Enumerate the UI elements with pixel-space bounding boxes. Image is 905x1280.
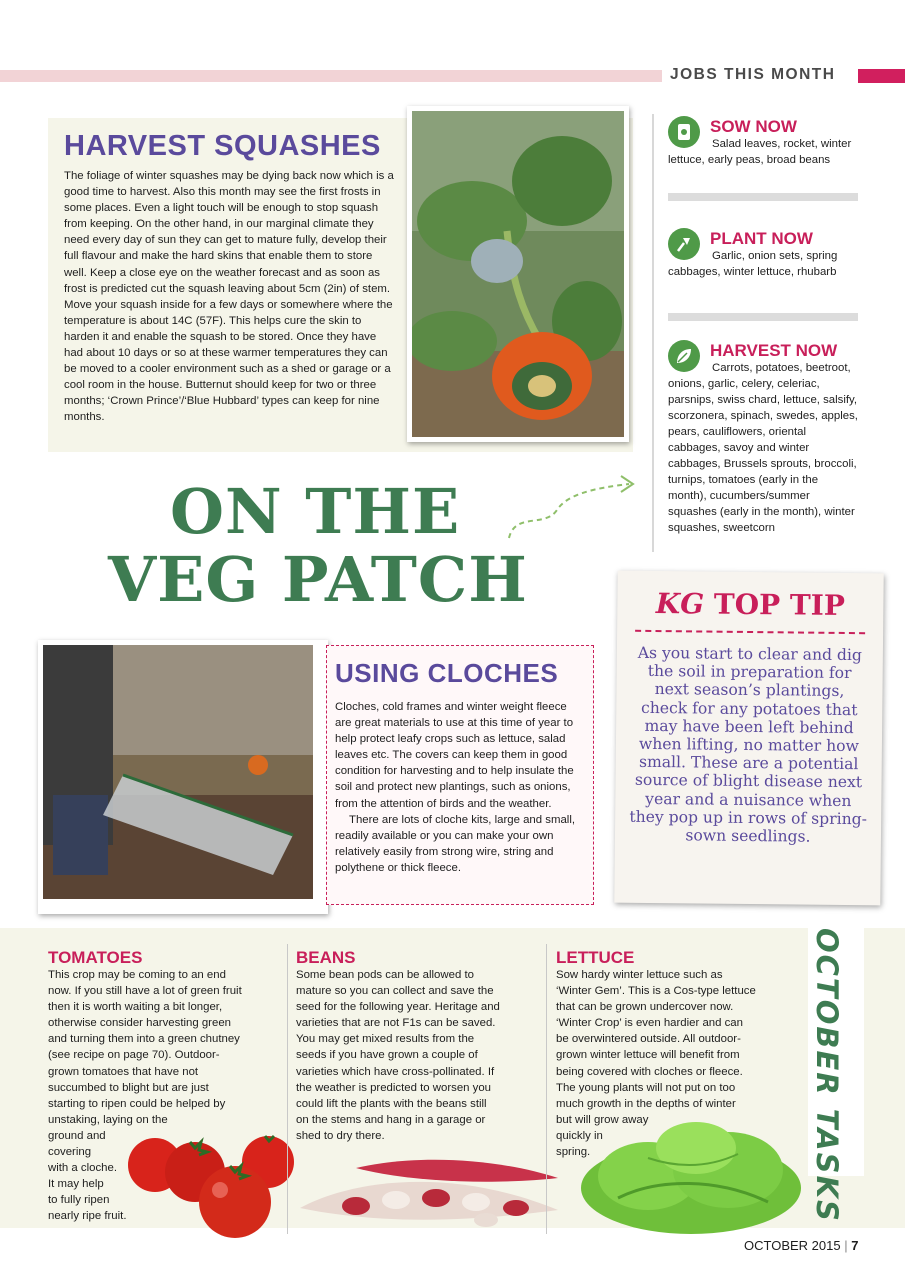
text-line: with a cloche. — [48, 1162, 118, 1175]
text-line: be overwintered outside. All outdoor- — [556, 1033, 741, 1046]
top-tip-card — [614, 571, 883, 906]
text-line: This crop may be coming to an end — [48, 969, 226, 981]
title-line-2: VEG PATCH — [108, 543, 528, 616]
text-line: Sow hardy winter lettuce such as — [556, 969, 723, 981]
text-line: (see recipe on page 70). Outdoor- — [48, 1049, 220, 1062]
text-line: but will grow away — [556, 1113, 649, 1126]
top-tip-body: As you start to clear and dig the soil in preparation for next season’s plantings, check for any potatoes that may have been left behind when lifting, no matter how small. These are a potential source of blight disease next year and a nuisance when they pop up in rows of spring-sown seedlings. — [629, 643, 868, 846]
cloche-paragraph-2: There are lots of cloche kits, large and small, readily available or you can make your own relatively easily from strong wire, string and polythene or thick fleece. — [335, 813, 576, 874]
text-line: mature so you can collect and save the — [296, 985, 494, 998]
cloche-photo — [38, 640, 328, 914]
cloche-title: USING CLOCHES — [335, 658, 559, 688]
beans-image — [296, 1148, 566, 1228]
text-line: could lift the plants with the beans still — [296, 1097, 487, 1110]
lettuce-image — [578, 1118, 804, 1236]
text-line: It may help — [48, 1178, 104, 1191]
squash-photo — [407, 106, 629, 442]
cloche-body — [335, 699, 580, 876]
text-line: nearly ripe fruit. — [48, 1210, 127, 1223]
top-tip-rule — [635, 630, 865, 634]
issue-date: OCTOBER 2015 — [744, 1238, 841, 1253]
header-accent — [858, 69, 905, 83]
footer-divider: | — [844, 1238, 848, 1253]
tasks-label: OCTOBER TASKS — [810, 928, 844, 1223]
text-line: much growth in the depths of winter — [556, 1097, 736, 1110]
text-line: seed for the following year. Heritage and — [296, 1001, 500, 1014]
harvest-now-title: HARVEST NOW — [710, 341, 838, 360]
text-line: then it is worth waiting a bit longer, — [48, 1001, 223, 1014]
top-tip-title — [617, 587, 883, 623]
sidebar-divider — [652, 114, 654, 552]
squash-title: HARVEST SQUASHES — [64, 130, 381, 162]
column-divider — [546, 944, 547, 1234]
harvest-now-body: Carrots, potatoes, beetroot, onions, garlic, celery, celeriac, parsnips, swiss chard, lettuce, salsify, scorzonera, spinach, swedes, apples, pears, cauliflowers, oriental cabbages, savoy and winter cabbages, Brussels sprouts, broccoli, turnips, tomatoes (early in the month), cucumbers/summer squashes (early in the month), winter squashes, sweetcorn — [668, 362, 858, 534]
text-line: Some bean pods can be allowed to — [296, 969, 474, 981]
text-line: shed to dry there. — [296, 1129, 385, 1142]
text-line: grown winter lettuce will benefit from — [556, 1049, 740, 1062]
text-line: to fully ripen — [48, 1194, 110, 1207]
page-footer — [744, 1238, 858, 1253]
page-number: 7 — [851, 1238, 859, 1253]
top-tip-brand: KG — [655, 587, 705, 621]
text-line: unstaking, laying on the — [48, 1113, 168, 1126]
text-line: varieties that are not F1s can be saved. — [296, 1017, 496, 1030]
pumpkin-image — [412, 111, 624, 437]
tomatoes-image — [120, 1120, 300, 1240]
text-line: the weather is predicted to worsen you — [296, 1081, 492, 1094]
text-line: on the stems and hang in a garage or — [296, 1113, 486, 1126]
sow-now-body: Salad leaves, rocket, winter lettuce, early peas, broad beans — [668, 138, 852, 166]
dashed-arrow-icon — [505, 472, 640, 544]
sow-now-title: SOW NOW — [710, 117, 797, 136]
beans-title: BEANS — [296, 948, 356, 967]
text-line: starting to ripen could be helped by — [48, 1097, 226, 1110]
beans-body — [296, 967, 536, 1144]
text-line: ‘Winter Gem’. This is a Cos-type lettuce — [556, 985, 756, 998]
text-line: grown tomatoes that have not — [48, 1065, 199, 1078]
text-line: and turning them into a green chutney — [48, 1033, 240, 1046]
sidebar-separator — [668, 193, 858, 201]
text-line: varieties which have cross-pollinated. If — [296, 1065, 495, 1078]
section-title: JOBS THIS MONTH — [670, 66, 836, 83]
text-line: spring. — [556, 1146, 591, 1159]
sidebar-separator — [668, 313, 858, 321]
text-line: covering — [48, 1146, 92, 1159]
plant-now-body: Garlic, onion sets, spring cabbages, winter lettuce, rhubarb — [668, 250, 838, 278]
text-line: being covered with cloches or fleece. — [556, 1065, 743, 1078]
cloche-image — [43, 645, 313, 899]
text-line: succumbed to blight but are just — [48, 1081, 209, 1094]
plant-now-title: PLANT NOW — [710, 229, 813, 248]
squash-body: The foliage of winter squashes may be dying back now which is a good time to harvest. Also this month may see the first frosts in some places. Even a light touch will be enough to stop squash from keeping. On the other hand, in our marginal climate they need every day of sun they can get to mature fully, develop their full flavour and make the hard skins that enable them to store well. Keep a close eye on the weather forecast and as soon as frost is predicted cut the squash leaving about 5cm (2in) of stem. Move your squash inside for a few days or somewhere where the temperature is about 14C (57F). This helps cure the skin to harden it and enable the squash to be stored. Once they have had about 10 days or so at these warmer temperatures they can be moved to a cooler environment such as a shed or garage or a cool room in the house. Butternut should keep for two or three months; ‘Crown Prince’/‘Blue Hubbard’ types can keep for nine months. — [64, 170, 394, 424]
text-line: You may get mixed results from the — [296, 1033, 475, 1046]
title-line-1: ON THE — [170, 475, 461, 548]
cloche-paragraph-1: Cloches, cold frames and winter weight fleece are great materials to use at this time of year to help protect leafy crops such as lettuce, salad leaves etc. The covers can keep them in good condition for harvesting and to help insulate the soil and protect new plantings, such as onions, from the attention of birds and the weather. — [335, 701, 574, 810]
text-line: The young plants will not put on too — [556, 1081, 736, 1094]
text-line: seeds if you have grown a couple of — [296, 1049, 478, 1062]
tomatoes-title: TOMATOES — [48, 948, 143, 967]
text-line: quickly in — [556, 1129, 603, 1142]
text-line: that can be grown undercover now. — [556, 1001, 734, 1014]
lettuce-title: LETTUCE — [556, 948, 635, 967]
header-bar — [0, 70, 662, 82]
top-tip-heading: TOP TIP — [713, 587, 846, 622]
text-line: ‘Winter Crop’ is even hardier and can — [556, 1017, 743, 1030]
text-line: now. If you still have a lot of green fruit — [48, 985, 242, 998]
text-line: ground and — [48, 1129, 106, 1142]
text-line: otherwise consider harvesting green — [48, 1017, 231, 1030]
column-divider — [287, 944, 288, 1234]
